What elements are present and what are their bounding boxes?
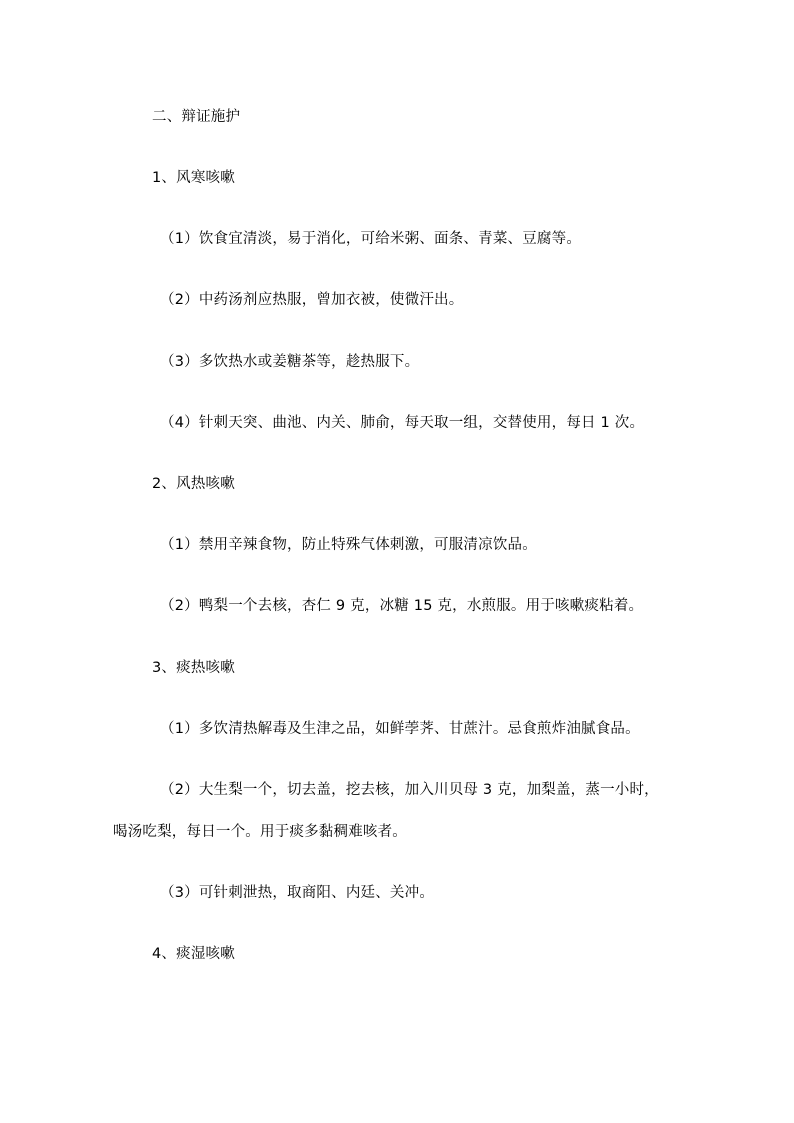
list-item-continuation: 喝汤吃梨，每日一个。用于痰多黏稠难咳者。 <box>113 824 407 840</box>
section-title: 二、辩证施护 <box>152 109 241 125</box>
subsection-heading-phlegm-heat: 3、痰热咳嗽 <box>152 660 235 676</box>
list-item: （1）饮食宜清淡，易于消化，可给米粥、面条、青菜、豆腐等。 <box>160 231 582 247</box>
list-item: （3）多饮热水或姜糖茶等，趁热服下。 <box>160 354 420 370</box>
list-item: （1）多饮清热解毒及生津之品，如鲜荸荠、甘蔗汁。忌食煎炸油腻食品。 <box>160 721 640 737</box>
list-item: （4）针刺天突、曲池、内关、肺俞，每天取一组，交替使用，每日 1 次。 <box>160 415 645 431</box>
list-item: （3）可针刺泄热，取商阳、内廷、关冲。 <box>160 885 435 901</box>
subsection-heading-wind-heat: 2、风热咳嗽 <box>152 476 235 492</box>
subsection-heading-wind-cold: 1、风寒咳嗽 <box>152 170 235 186</box>
list-item: （1）禁用辛辣食物，防止特殊气体刺激，可服清凉饮品。 <box>160 537 537 553</box>
list-item: （2）鸭梨一个去核，杏仁 9 克，冰糖 15 克，水煎服。用于咳嗽痰粘着。 <box>160 598 644 614</box>
list-item: （2）中药汤剂应热服，曾加衣被，使微汗出。 <box>160 292 464 308</box>
subsection-heading-phlegm-damp: 4、痰湿咳嗽 <box>152 946 235 962</box>
list-item: （2）大生梨一个，切去盖，挖去核，加入川贝母 3 克，加梨盖，蒸一小时， <box>160 782 659 798</box>
